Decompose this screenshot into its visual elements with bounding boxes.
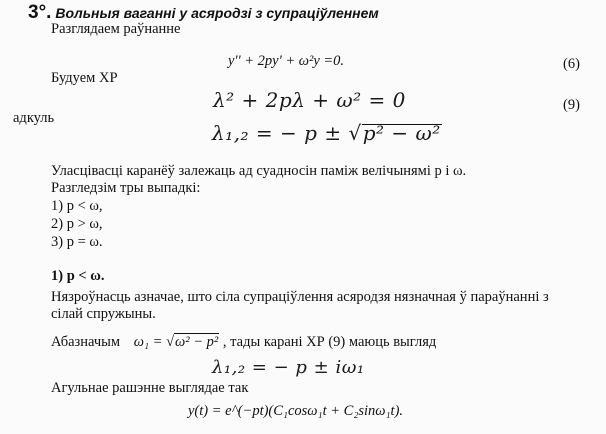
equation-6-number: (6) <box>563 56 580 72</box>
build-cp-line: Будуем ХР <box>51 70 118 86</box>
section-title: Вольныя ваганні у асяродзі з супраціўленнем <box>55 5 379 21</box>
handwritten-roots-lhs: λ₁,₂ = − p ± <box>212 121 349 145</box>
case-2: 2) p > ω, <box>51 216 103 232</box>
handwritten-characteristic-equation: λ² + 2pλ + ω² = 0 <box>213 88 406 112</box>
properties-line: Уласцівасці каранёў залежаць ад суадносін паміж велічынямі p і ω. <box>51 163 467 179</box>
omega1-formula <box>134 334 223 350</box>
equation-6: y'' + 2py' + ω²y =0. <box>228 53 345 69</box>
handwritten-roots-complex: λ₁,₂ = − p ± iω₁ <box>212 357 365 378</box>
inequality-line-2: сілай спружыны. <box>51 306 156 322</box>
handwritten-roots <box>212 121 442 145</box>
notation-prefix: Абазначым <box>51 334 121 350</box>
general-solution-line: Агульнае рашэнне выглядае так <box>51 380 249 396</box>
notation-line <box>51 333 436 350</box>
inequality-line-1: Нязроўнасць азначае, што сіла супраціўлення асяродзя нязначная ў параўнанні з <box>51 289 549 305</box>
intro-line: Разглядаем раўнанне <box>51 21 181 37</box>
notation-suffix: , тады карані ХР (9) маюць выгляд <box>222 334 437 350</box>
general-solution-formula: y(t) = e^(−pt)(C₁cosω₁t + C₂sinω₁t). <box>188 403 404 419</box>
omega1-lhs: ω₁ = <box>133 334 167 350</box>
sqrt-symbol: √ <box>348 121 362 145</box>
whence-line: адкуль <box>13 110 55 126</box>
subcase-heading: 1) p < ω. <box>51 268 105 284</box>
handwritten-roots-radicand: p² − ω² <box>362 121 441 145</box>
case-1: 1) p < ω, <box>51 198 103 214</box>
equation-9-number: (9) <box>563 97 580 113</box>
three-cases-line: Разгледзім тры выпадкі: <box>51 180 201 196</box>
sqrt-symbol-2: √ <box>166 334 175 350</box>
case-3: 3) p = ω. <box>51 234 103 250</box>
section-number: 3°. <box>28 2 52 23</box>
omega1-radicand: ω² − p² <box>175 334 219 350</box>
